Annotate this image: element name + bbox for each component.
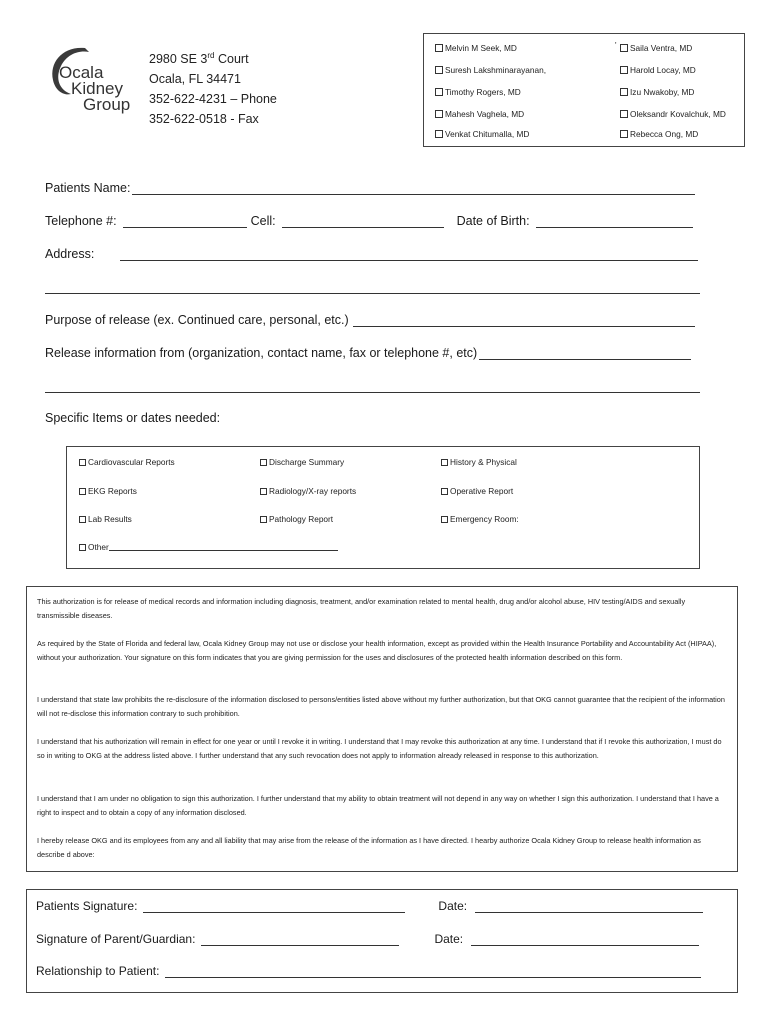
record-label: Discharge Summary <box>269 457 345 467</box>
record-option[interactable] <box>79 486 137 496</box>
specific-items-label: Specific Items or dates needed: <box>45 411 221 425</box>
city-state-zip: Ocala, FL 34471 <box>149 72 241 87</box>
release-from-line-2 <box>45 380 700 393</box>
cell-field[interactable] <box>282 215 444 228</box>
records-checklist <box>66 446 700 569</box>
physician-option[interactable] <box>620 129 698 139</box>
record-option[interactable] <box>441 457 517 467</box>
address-line-2 <box>45 281 700 294</box>
checkbox-icon[interactable] <box>260 488 267 495</box>
auth-paragraph: I understand that state law prohibits the re-disclosure of the information disclosed to persons/entities listed above without my further authorization, but that OKG cannot guarantee that the recipient of the information will not re-disclose this information contrary to such prohibition. <box>37 695 725 718</box>
record-label: Other <box>88 542 109 552</box>
auth-paragraph: I understand that his authorization will remain in effect for one year or until I revoke it in writing. I understand that I may revoke this authorization at any time. I understand that if I revoke this authorization, I must do so in writing to OKG at the address listed above. I further understand that any such revocation does not apply to information already released in response to this authorization. <box>37 737 722 760</box>
auth-paragraph: As required by the State of Florida and federal law, Ocala Kidney Group may not use or disclose your health information, except as provided within the Health Insurance Portability and Accountability Act (HIPAA), without your authorization. Your signature on this form indicates that you are giving permission for the uses and disclosures of the protected health information described on this form. <box>37 639 717 662</box>
physician-label: Harold Locay, MD <box>630 65 696 75</box>
record-option[interactable] <box>260 514 333 524</box>
physician-label: Rebecca Ong, MD <box>630 129 699 139</box>
physician-label: Timothy Rogers, MD <box>445 87 521 97</box>
physician-option[interactable] <box>435 87 521 97</box>
address-field[interactable] <box>120 248 698 261</box>
physician-label: Izu Nwakoby, MD <box>630 87 695 97</box>
physician-label: Oleksandr Kovalchuk, MD <box>630 109 726 119</box>
record-label: Pathology Report <box>269 514 334 524</box>
fax-number: 352-622-0518 - Fax <box>149 112 259 127</box>
cell-label: Cell: <box>250 214 276 228</box>
checkbox-icon[interactable] <box>435 110 443 118</box>
patient-date-field[interactable] <box>475 900 703 913</box>
physician-label: Suresh Lakshminarayanan, <box>445 65 547 75</box>
checkbox-icon[interactable] <box>441 459 448 466</box>
clinic-address-block <box>149 46 277 129</box>
checkbox-icon[interactable] <box>435 44 443 52</box>
checkbox-icon[interactable] <box>79 544 86 551</box>
record-option[interactable] <box>260 486 356 496</box>
phone-number: 352-622-4231 – Phone <box>149 92 277 107</box>
auth-paragraph: I understand that I am under no obligation to sign this authorization. I further understand that my ability to obtain treatment will not depend in any way on whether I sign this authorization. I understand that I have a right to inspect and to obtain a copy of any information disclosed. <box>37 794 719 817</box>
guardian-date-label: Date: <box>434 932 464 946</box>
checkbox-icon[interactable] <box>620 88 628 96</box>
physician-label: Saila Ventra, MD <box>630 43 693 53</box>
release-from-field[interactable] <box>479 347 691 360</box>
record-option[interactable] <box>79 514 132 524</box>
address-field-2[interactable] <box>45 281 700 294</box>
guardian-signature-field[interactable] <box>201 933 399 946</box>
physician-label: Melvin M Seek, MD <box>445 43 517 53</box>
checkbox-icon[interactable] <box>620 66 628 74</box>
record-label: EKG Reports <box>88 486 137 496</box>
purpose-field[interactable] <box>353 314 695 327</box>
checkbox-icon[interactable] <box>620 44 628 52</box>
guardian-signature-row <box>36 932 699 946</box>
relationship-field[interactable] <box>165 965 701 978</box>
other-field[interactable] <box>109 543 338 551</box>
patient-name-label: Patients Name: <box>45 181 131 195</box>
checkbox-icon[interactable] <box>79 516 86 523</box>
ocala-kidney-group-logo <box>45 42 145 122</box>
release-from-label: Release information from (organization, contact name, fax or telephone #, etc) <box>45 346 478 360</box>
record-option[interactable] <box>441 486 513 496</box>
physician-option[interactable] <box>435 65 546 75</box>
checkbox-icon[interactable] <box>79 488 86 495</box>
phone-row <box>45 214 693 228</box>
relationship-label: Relationship to Patient: <box>36 964 160 978</box>
patient-signature-label: Patients Signature: <box>36 899 138 913</box>
logo-word-ocala: Ocala <box>59 63 104 82</box>
date-of-birth-field[interactable] <box>536 215 693 228</box>
address-label: Address: <box>45 247 95 261</box>
physician-option[interactable] <box>620 65 696 75</box>
patient-signature-row <box>36 899 703 913</box>
logo-word-group: Group <box>83 95 131 114</box>
patient-signature-field[interactable] <box>143 900 405 913</box>
auth-paragraph: I hereby release OKG and its employees from any and all liability that may arise from the release of the information as I have directed. I hearby authorize Ocala Kidney Group to release health information as describe d above: <box>37 836 701 859</box>
patient-date-label: Date: <box>438 899 468 913</box>
specific-items-row <box>45 411 220 425</box>
record-option[interactable] <box>441 514 519 524</box>
guardian-date-field[interactable] <box>471 933 699 946</box>
logo-word-kidney: Kidney <box>71 79 123 98</box>
record-label: Cardiovascular Reports <box>88 457 175 467</box>
checkbox-icon[interactable] <box>260 459 267 466</box>
release-from-row <box>45 346 691 360</box>
physician-option[interactable] <box>620 109 726 119</box>
auth-paragraph: This authorization is for release of medical records and information including diagnosis, treatment, and/or examination related to mental health, drug and/or alcohol abuse, HIV testing/AIDS and sexually transmissible diseases. <box>37 597 686 620</box>
checkbox-icon[interactable] <box>435 66 443 74</box>
checkbox-icon[interactable] <box>441 488 448 495</box>
signature-section <box>26 889 738 993</box>
purpose-label: Purpose of release (ex. Continued care, personal, etc.) <box>45 313 349 327</box>
checkbox-icon[interactable] <box>620 110 628 118</box>
patient-name-row <box>45 181 695 195</box>
street-number: 2980 SE 3 <box>149 52 208 67</box>
record-label: History & Physical <box>450 457 517 467</box>
physician-option[interactable] <box>435 109 524 119</box>
guardian-signature-label: Signature of Parent/Guardian: <box>36 932 196 946</box>
street-address <box>149 46 277 69</box>
address-row <box>45 247 698 261</box>
record-option-other[interactable] <box>79 542 338 552</box>
relationship-row <box>36 964 701 978</box>
checkbox-icon[interactable] <box>260 516 267 523</box>
physician-label: Mahesh Vaghela, MD <box>445 109 525 119</box>
physician-option[interactable] <box>435 129 529 139</box>
checkbox-icon[interactable] <box>79 459 86 466</box>
record-label: Operative Report <box>450 486 514 496</box>
physician-option[interactable] <box>435 43 517 53</box>
authorization-statement <box>26 586 738 872</box>
physician-option[interactable] <box>620 87 694 97</box>
checkbox-icon[interactable] <box>435 88 443 96</box>
physicians-checklist <box>423 33 745 147</box>
record-label: Emergency Room: <box>450 514 519 524</box>
record-label: Radiology/X-ray reports <box>269 486 357 496</box>
checkbox-icon[interactable] <box>441 516 448 523</box>
date-of-birth-label: Date of Birth: <box>456 214 530 228</box>
stray-mark: ' <box>615 41 617 50</box>
checkbox-icon[interactable] <box>435 130 443 138</box>
purpose-row <box>45 313 695 327</box>
record-option[interactable] <box>79 457 175 467</box>
release-from-field-2[interactable] <box>45 380 700 393</box>
physician-option[interactable] <box>620 43 692 53</box>
record-option[interactable] <box>260 457 344 467</box>
record-label: Lab Results <box>88 514 132 524</box>
patient-name-field[interactable] <box>132 182 695 195</box>
telephone-label: Telephone #: <box>45 214 117 228</box>
physician-label: Venkat Chitumalla, MD <box>445 129 530 139</box>
street-name: Court <box>214 52 249 67</box>
checkbox-icon[interactable] <box>620 130 628 138</box>
telephone-field[interactable] <box>123 215 247 228</box>
street-ordinal: rd <box>207 51 215 60</box>
